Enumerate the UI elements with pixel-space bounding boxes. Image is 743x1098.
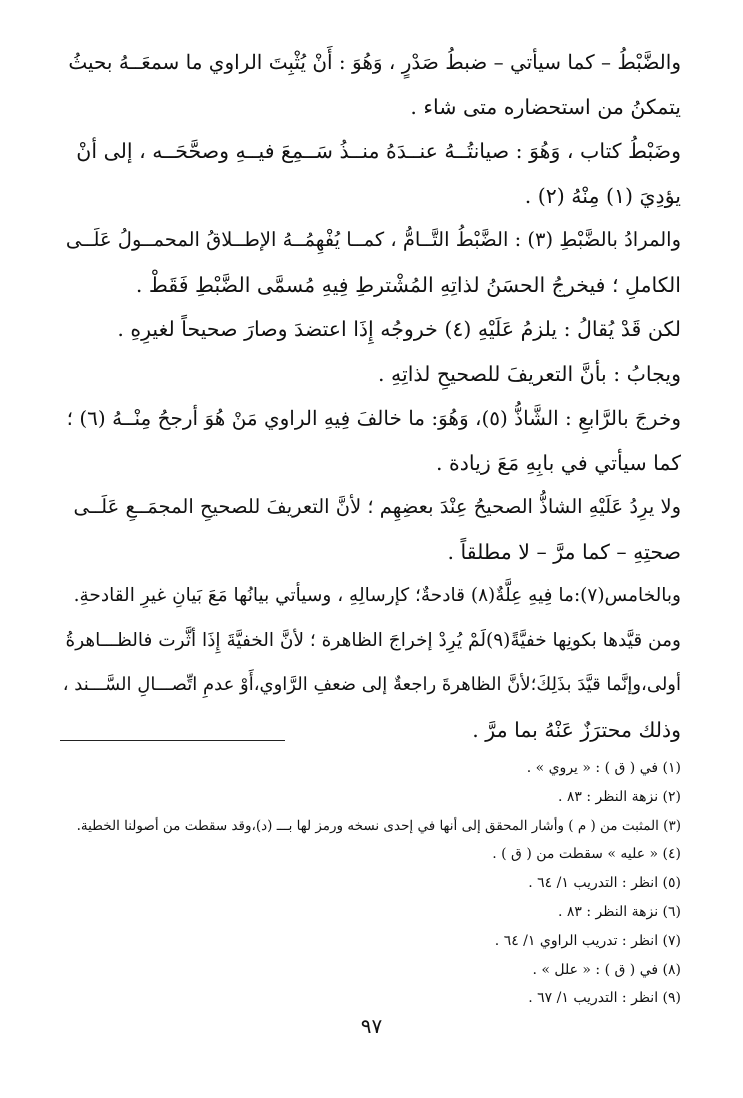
text-line: وخرجَ بالرَّابعِ : الشَّاذُّ (٥)، وَهُوَ: ما خالفَ فِيهِ الراوي مَنْ هُوَ أرجحُ مِنْــهُ (٦) ؛ bbox=[66, 406, 681, 430]
text-line: يؤدِيَ (١) مِنْهُ (٢) . bbox=[524, 183, 681, 208]
text-line: وبالخامس(٧):ما فِيهِ عِلَّةٌ(٨) قادحةٌ؛ كإرسالِهِ ، وسيأتي بيانُها مَعَ بَيانِ غيرِ القادحةِ. bbox=[73, 585, 681, 606]
footnote: (٩) انظر : التدريب ١/ ٦٧ . bbox=[528, 990, 681, 1007]
text-line: صحتِهِ – كما مرَّ – لا مطلقاً . bbox=[447, 539, 681, 564]
footnote: (٥) انظر : التدريب ١/ ٦٤ . bbox=[528, 875, 681, 892]
footnotes bbox=[61, 754, 681, 1013]
footnote: (٨) في ( ق ) : « علل » . bbox=[532, 961, 681, 978]
text-line: يتمكنُ من استحضاره متى شاء . bbox=[410, 94, 681, 119]
text-line: لكن قَدْ يُقالُ : يلزمُ عَلَيْهِ (٤) خروجُه إِذَا اعتضدَ وصارَ صحيحاً لغيرِهِ . bbox=[117, 317, 681, 341]
text-line: وضَبْطُ كتاب ، وَهُوَ : صيانتُــهُ عنــدَهُ منــذُ سَــمِعَ فيــهِ وصحَّحَــه ، إلى أنْ bbox=[76, 139, 681, 163]
text-line: ومن قيَّدها بكونِها خفيَّةً(٩)لَمْ يُرِدْ إخراجَ الظاهرة ؛ لأنَّ الخفيَّةَ إِذَا أثَّرت فالظـــاهرةُ bbox=[65, 629, 681, 651]
text-line: الكاملِ ؛ فيخرجُ الحسَنُ لذاتِهِ المُشْترطِ فِيهِ مُسمَّى الضَّبْطِ فَقَطْ . bbox=[135, 272, 681, 297]
footnote: (١) في ( ق ) : « يروي » . bbox=[526, 760, 681, 776]
main-text bbox=[61, 40, 681, 752]
text-line: أولى،وإنَّما قيَّدَ بذَلِكَ؛لأنَّ الظاهرةَ راجعةٌ إلى ضعفِ الرَّاوي،أَوْ عدمِ اتِّصـــالِ السَّـــند ، bbox=[62, 674, 681, 695]
text-line: ويجابُ : بأنَّ التعريفَ للصحيحِ لذاتِهِ . bbox=[377, 361, 681, 386]
footnote: (٢) نزهة النظر : ٨٣ . bbox=[557, 788, 681, 805]
text-line: والمرادُ بالضَّبْطِ (٣) : الضَّبْطُ التَّــامُّ ، كمــا يُفْهِمُــهُ الإطــلاقُ المحمــولُ عَلَــى bbox=[65, 228, 681, 251]
text-line: والضَّبْطُ – كما سيأتي – ضبطُ صَدْرٍ ، وَهُوَ : أَنْ يُثْبِتَ الراوي ما سمعَــهُ بحيثُ bbox=[68, 50, 681, 74]
text-line: ولا يرِدُ عَلَيْهِ الشاذُّ الصحيحُ عِنْدَ بعضِهِم ؛ لأنَّ التعريفَ للصحيحِ المجمَــعِ عَلَــى bbox=[73, 495, 681, 518]
footnote: (٤) « عليه » سقطت من ( ق ) . bbox=[492, 846, 681, 863]
footnote: (٦) نزهة النظر : ٨٣ . bbox=[557, 903, 681, 920]
page-number: ٩٧ bbox=[360, 1014, 383, 1038]
footnote: (٧) انظر : تدريب الراوي ١/ ٦٤ . bbox=[494, 932, 681, 949]
text-line: كما سيأتي في بابِهِ مَعَ زيادة . bbox=[435, 450, 681, 475]
footnote: (٣) المثبت من ( م ) وأشار المحقق إلى أنها في إحدى نسخه ورمز لها بـــ (د)،وقد سقطت من أصولنا الخطية. bbox=[76, 817, 681, 834]
footnote-divider bbox=[60, 740, 285, 741]
text-line: وذلك محترَزٌ عَنْهُ بما مرَّ . bbox=[472, 717, 681, 742]
